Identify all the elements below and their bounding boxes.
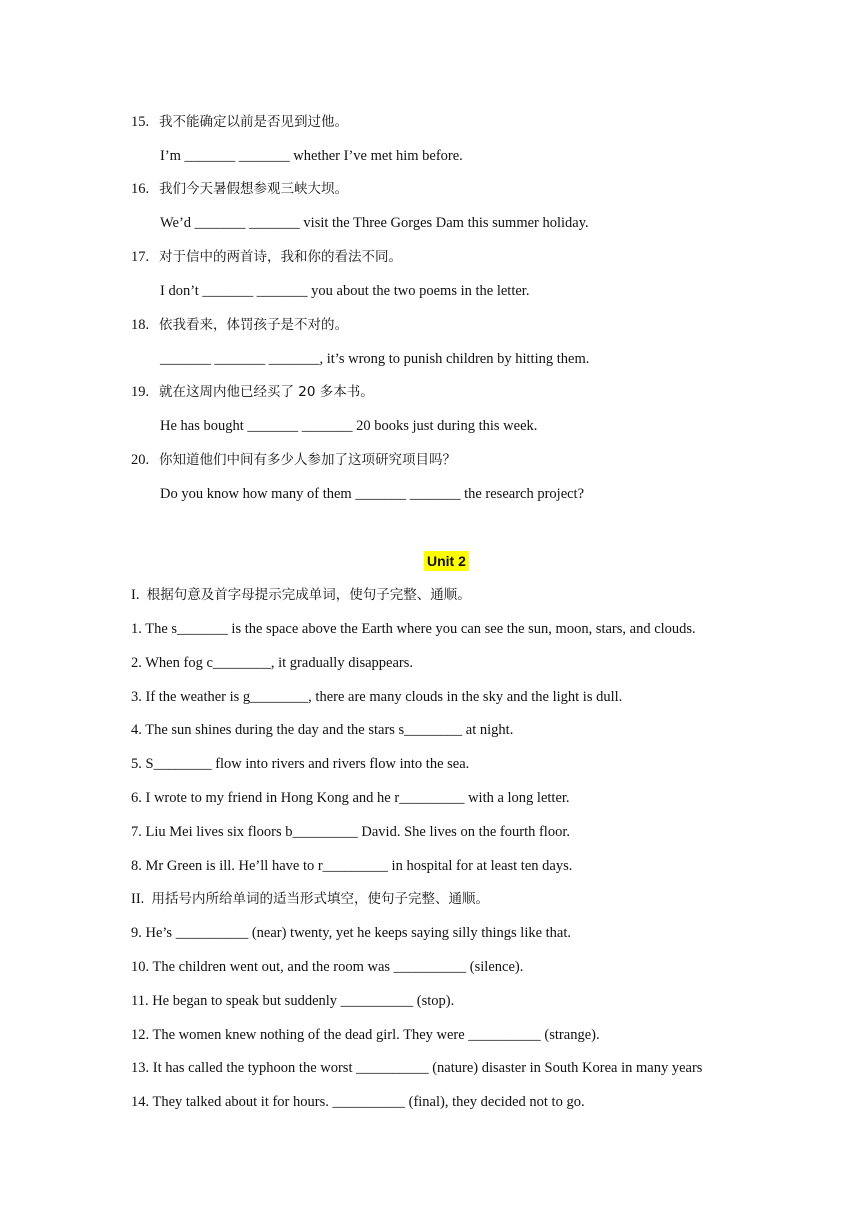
- question-19-chinese: 19. 就在这周内他已经买了 20 多本书。: [131, 384, 374, 400]
- question-15-english: I’m _______ _______ whether I’ve met him before.: [160, 148, 463, 164]
- question-18-english: _______ _______ _______, it’s wrong to punish children by hitting them.: [160, 351, 590, 367]
- exercise-item-9: 9. He’s __________ (near) twenty, yet he keeps saying silly things like that.: [131, 925, 572, 941]
- question-16-english: We’d _______ _______ visit the Three Gorges Dam this summer holiday.: [160, 215, 589, 231]
- exercise-item-8: 8. Mr Green is ill. He’ll have to r_________ in hospital for at least ten days.: [131, 858, 573, 874]
- section-1-heading: I. 根据句意及首字母提示完成单词，使句子完整、通顺。: [131, 587, 471, 603]
- exercise-item-14: 14. They talked about it for hours. __________ (final), they decided not to go.: [131, 1094, 585, 1110]
- question-20-english: Do you know how many of them _______ _______ the research project?: [160, 486, 585, 502]
- exercise-item-1: 1. The s_______ is the space above the Earth where you can see the sun, moon, stars, and clouds.: [131, 621, 696, 637]
- question-17-english: I don’t _______ _______ you about the two poems in the letter.: [160, 283, 530, 299]
- question-15-chinese: 15. 我不能确定以前是否见到过他。: [131, 114, 348, 130]
- question-16-chinese: 16. 我们今天暑假想参观三峡大坝。: [131, 181, 348, 197]
- exercise-item-12: 12. The women knew nothing of the dead girl. They were __________ (strange).: [131, 1027, 600, 1043]
- exercise-item-6: 6. I wrote to my friend in Hong Kong and he r_________ with a long letter.: [131, 790, 570, 806]
- exercise-item-3: 3. If the weather is g________, there are many clouds in the sky and the light is dull.: [131, 689, 623, 705]
- question-20-chinese: 20. 你知道他们中间有多少人参加了这项研究项目吗？: [131, 452, 456, 468]
- exercise-item-10: 10. The children went out, and the room was __________ (silence).: [131, 959, 524, 975]
- unit-title: Unit 2: [424, 551, 469, 571]
- exercise-item-4: 4. The sun shines during the day and the stars s________ at night.: [131, 722, 514, 738]
- exercise-item-11: 11. He began to speak but suddenly __________ (stop).: [131, 993, 455, 1009]
- exercise-item-5: 5. S________ flow into rivers and rivers flow into the sea.: [131, 756, 470, 772]
- exercise-item-7: 7. Liu Mei lives six floors b_________ David. She lives on the fourth floor.: [131, 824, 570, 840]
- question-18-chinese: 18. 依我看来，体罚孩子是不对的。: [131, 317, 348, 333]
- question-19-english: He has bought _______ _______ 20 books just during this week.: [160, 418, 538, 434]
- exercise-item-2: 2. When fog c________, it gradually disappears.: [131, 655, 414, 671]
- question-17-chinese: 17. 对于信中的两首诗，我和你的看法不同。: [131, 249, 402, 265]
- section-2-heading: II. 用括号内所给单词的适当形式填空，使句子完整、通顺。: [131, 891, 490, 907]
- exercise-item-13: 13. It has called the typhoon the worst __________ (nature) disaster in South Korea in many years: [131, 1060, 703, 1076]
